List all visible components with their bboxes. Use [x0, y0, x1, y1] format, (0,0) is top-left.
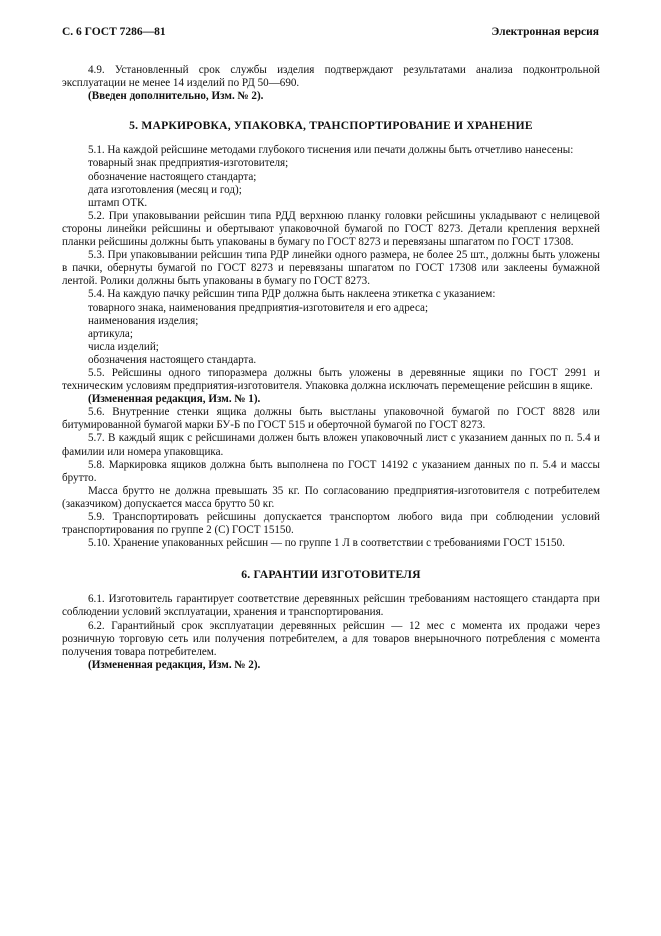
paragraph-5-5: 5.5. Рейсшины одного типоразмера должны быть уложены в деревянные ящики по ГОСТ 2991 и техническим условиям предприятия-изготовителя. Упаковка должна исключать перемещение рейсшин в ящике.: [62, 366, 600, 393]
list-item: обозначения настоящего стандарта.: [88, 353, 257, 366]
amendment-note-5-5: (Измененная редакция, Изм. № 1).: [88, 393, 261, 406]
amendment-note-6-2: (Измененная редакция, Изм. № 2).: [88, 658, 261, 671]
list-item: товарного знака, наименования предприятия-изготовителя и его адреса;: [88, 301, 429, 314]
section-5-title: 5. МАРКИРОВКА, УПАКОВКА, ТРАНСПОРТИРОВАНИЕ И ХРАНЕНИЕ: [129, 119, 533, 133]
header-page-number: С. 6 ГОСТ 7286—81: [62, 26, 166, 38]
list-item: товарный знак предприятия-изготовителя;: [88, 157, 289, 170]
paragraph-5-7: 5.7. В каждый ящик с рейсшинами должен быть вложен упаковочный лист с указанием данных по п. 5.4 и фамилии или номера упаковщика.: [62, 432, 600, 458]
list-item: наименования изделия;: [88, 314, 199, 327]
paragraph-5-6: 5.6. Внутренние стенки ящика должны быть выстланы упаковочной бумагой по ГОСТ 8828 или битумированной бумагой марки БУ-Б по ГОСТ 515 и оберточной бумагой по ГОСТ 8273.: [62, 406, 600, 432]
section-6-title: 6. ГАРАНТИИ ИЗГОТОВИТЕЛЯ: [241, 568, 421, 582]
page-content: [62, 64, 600, 672]
paragraph-5-2: 5.2. При упаковывании рейсшин типа РДД верхнюю планку головки рейсшины укладывают с нелицевой стороны линейки рейсшины и обертывают упаковочной бумагой по ГОСТ 8273. Детали крепления верхней планки рейсшины должны быть упакованы в бумагу по ГОСТ 8273 и перевязаны шпагатом по ГОСТ 17308.: [62, 209, 600, 249]
header-edition: Электронная версия: [491, 26, 599, 38]
paragraph-6-2: 6.2. Гарантийный срок эксплуатации деревянных рейсшин — 12 мес с момента их продажи через розничную торговую сеть или получения потребителем, а для товаров внерыночного потребления с момента получения товара потребителем.: [62, 619, 600, 658]
list-item: штамп ОТК.: [88, 196, 148, 209]
paragraph-6-1: 6.1. Изготовитель гарантирует соответствие деревянных рейсшин требованиям настоящего стандарта при соблюдении условий эксплуатации, хранения и транспортирования.: [62, 593, 600, 619]
list-item: числа изделий;: [88, 340, 159, 353]
list-item: артикула;: [88, 327, 133, 340]
paragraph-5-8: 5.8. Маркировка ящиков должна быть выполнена по ГОСТ 14192 с указанием данных по п. 5.4 и массы брутто.: [62, 458, 600, 484]
paragraph-5-10: 5.10. Хранение упакованных рейсшин — по группе 1 Л в соответствии с требованиями ГОСТ 15150.: [88, 537, 565, 550]
amendment-note-4-9: (Введен дополнительно, Изм. № 2).: [88, 90, 264, 103]
paragraph-5-1: 5.1. На каждой рейсшине методами глубокого тиснения или печати должны быть отчетливо нанесены:: [88, 144, 574, 157]
paragraph-5-9: 5.9. Транспортировать рейсшины допускается транспортом любого вида при соблюдении условий транспортирования по группе 2 (С) ГОСТ 15150.: [62, 511, 600, 537]
paragraph-5-8-mass: Масса брутто не должна превышать 35 кг. По согласованию предприятия-изготовителя с потребителем (заказчиком) допускается масса брутто 50 кг.: [62, 484, 600, 510]
paragraph-4-9: 4.9. Установленный срок службы изделия подтверждают результатами анализа подконтрольной эксплуатации не менее 14 изделий по РД 50—690.: [62, 64, 600, 90]
list-item: дата изготовления (месяц и год);: [88, 183, 242, 196]
list-item: обозначение настоящего стандарта;: [88, 170, 257, 183]
page-header: [62, 26, 599, 38]
paragraph-5-3: 5.3. При упаковывании рейсшин типа РДР линейки одного размера, не более 25 шт., должны быть уложены в пачки, обернуты бумагой по ГОСТ 8273 и перевязаны шпагатом по ГОСТ 17308 или заклеены бумажной лентой. Ролики должны быть упакованы в бумагу по ГОСТ 8273.: [62, 249, 600, 288]
paragraph-5-4: 5.4. На каждую пачку рейсшин типа РДР должна быть наклеена этикетка с указанием:: [88, 288, 496, 301]
